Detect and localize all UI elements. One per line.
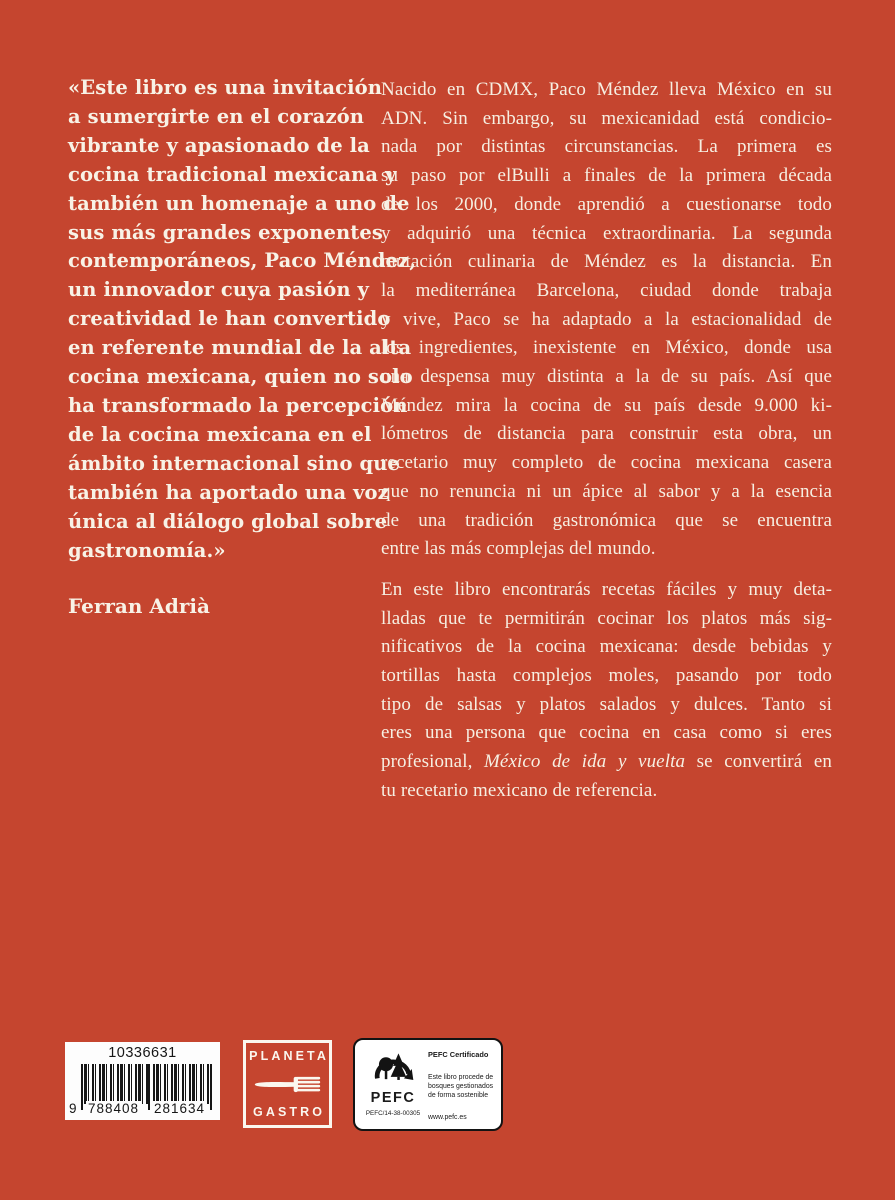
isbn-prefix-digit: 9: [69, 1101, 78, 1116]
fork-icon: [252, 1074, 324, 1095]
paragraph-line: mutación culinaria de Méndez es la distancia. En: [381, 251, 832, 273]
paragraph-line: una despensa muy distinta a la de su país. Así que: [381, 366, 832, 388]
barcode-guard-bar: [81, 1064, 83, 1110]
paragraph-line: de una tradición gastronómica que se encuentra: [381, 509, 832, 531]
paragraph-line: nificativos de la cocina mexicana: desde bebidas y: [381, 636, 832, 658]
barcode-bars-icon: [81, 1064, 212, 1104]
paragraph-line: y vive, Paco se ha adaptado a la estacionalidad de: [381, 308, 832, 330]
quote-line: de la cocina mexicana en el: [68, 422, 372, 446]
paragraph-line: tortillas hasta complejos moles, pasando por todo: [381, 665, 832, 687]
paragraph-line: ADN. Sin embargo, su mexicanidad está condicio-: [381, 107, 832, 129]
quote-line: sus más grandes exponentes: [68, 220, 383, 244]
barcode-guard-bar: [148, 1064, 150, 1110]
pefc-logo-block: [362, 1047, 424, 1123]
pefc-label: [353, 1038, 503, 1131]
author-bio-paragraph: [381, 76, 832, 564]
pefc-cert-code: PEFC/14-38-00305: [365, 1109, 421, 1117]
planeta-gastro-logo: [243, 1040, 332, 1128]
paragraph-line: eres una persona que cocina en casa como si eres: [381, 722, 832, 744]
quote-line: cocina tradicional mexicana y: [68, 162, 397, 186]
quote-line: gastronomía.»: [68, 538, 226, 562]
paragraph-line: nada por distintas circunstancias. La primera es: [381, 136, 832, 158]
pefc-body-line: Este libro procede de: [428, 1074, 494, 1081]
quote-line: ha transformado la percepción: [68, 393, 408, 417]
paragraph-line: que no renuncia ni un ápice al sabor y a la esencia: [381, 480, 832, 502]
pefc-text-block: [424, 1047, 495, 1123]
quote-line: «Este libro es una invitación: [68, 76, 383, 99]
quote-line: única al diálogo global sobre: [68, 509, 388, 533]
quote-text: [68, 74, 417, 565]
paragraph-line: profesional, México de ida y vuelta se convertirá en: [381, 751, 832, 773]
barcode-guard-bar: [210, 1064, 212, 1110]
paragraph-line: los ingredientes, inexistente en México, donde usa: [381, 337, 832, 359]
pefc-url: www.pefc.es: [428, 1114, 467, 1121]
book-description-block: [381, 76, 832, 806]
paragraph-line: su paso por elBulli a finales de la primera década: [381, 165, 832, 187]
quote-attribution: Ferran Adrià: [68, 594, 210, 619]
planeta-wordmark: PLANETA: [249, 1049, 329, 1063]
quote-line: en referente mundial de la alta: [68, 336, 412, 360]
quote-line: ámbito internacional sino que: [68, 451, 400, 475]
quote-line: vibrante y apasionado de la: [68, 133, 370, 157]
barcode: [65, 1042, 220, 1120]
quote-line: un innovador cuya pasión y: [68, 278, 369, 302]
quote-line: a sumergirte en el corazón: [68, 104, 365, 128]
isbn-group-2: 281634: [154, 1101, 206, 1116]
paragraph-line: lómetros de distancia para construir esta obra, un: [381, 423, 832, 445]
paragraph-line: Nacido en CDMX, Paco Méndez lleva México en su: [381, 79, 832, 100]
paragraph-line: Méndez mira la cocina de su país desde 9.000 ki-: [381, 394, 832, 416]
pefc-title: PEFC Certificado: [428, 1050, 489, 1059]
gastro-wordmark: GASTRO: [253, 1104, 326, 1119]
endorsement-quote-block: [68, 74, 417, 621]
quote-line: también un homenaje a uno de: [68, 191, 410, 215]
paragraph-line: tu recetario mexicano de referencia.: [381, 779, 658, 801]
barcode-top-number: 10336631: [108, 1045, 177, 1061]
paragraph-line: la mediterránea Barcelona, ciudad donde trabaja: [381, 279, 832, 301]
pefc-body: [428, 1073, 495, 1100]
quote-line: contemporáneos, Paco Méndez,: [68, 249, 417, 273]
paragraph-line: y adquirió una técnica extraordinaria. La segunda: [381, 222, 832, 244]
pefc-trees-icon: [368, 1047, 418, 1090]
paragraph-line: lladas que te permitirán cocinar los platos más sig-: [381, 607, 832, 629]
paragraph-line: tipo de salsas y platos salados y dulces. Tanto si: [381, 693, 832, 715]
pefc-body-line: bosques gestionados: [428, 1083, 494, 1090]
pefc-wordmark: PEFC: [370, 1090, 416, 1106]
paragraph-line: recetario muy completo de cocina mexicana casera: [381, 452, 832, 474]
quote-line: creatividad le han convertido: [68, 307, 391, 331]
quote-line: también ha aportado una voz: [68, 480, 389, 504]
paragraph-line: En este libro encontrarás recetas fáciles y muy deta-: [381, 578, 832, 600]
quote-line: cocina mexicana, quien no solo: [68, 365, 413, 389]
pefc-body-line: de forma sostenible: [428, 1092, 489, 1099]
book-content-paragraph: [381, 576, 832, 806]
paragraph-line: entre las más complejas del mundo.: [381, 538, 656, 560]
isbn-group-1: 788408: [88, 1101, 140, 1116]
paragraph-line: de los 2000, donde aprendió a cuestionarse todo: [381, 193, 832, 215]
